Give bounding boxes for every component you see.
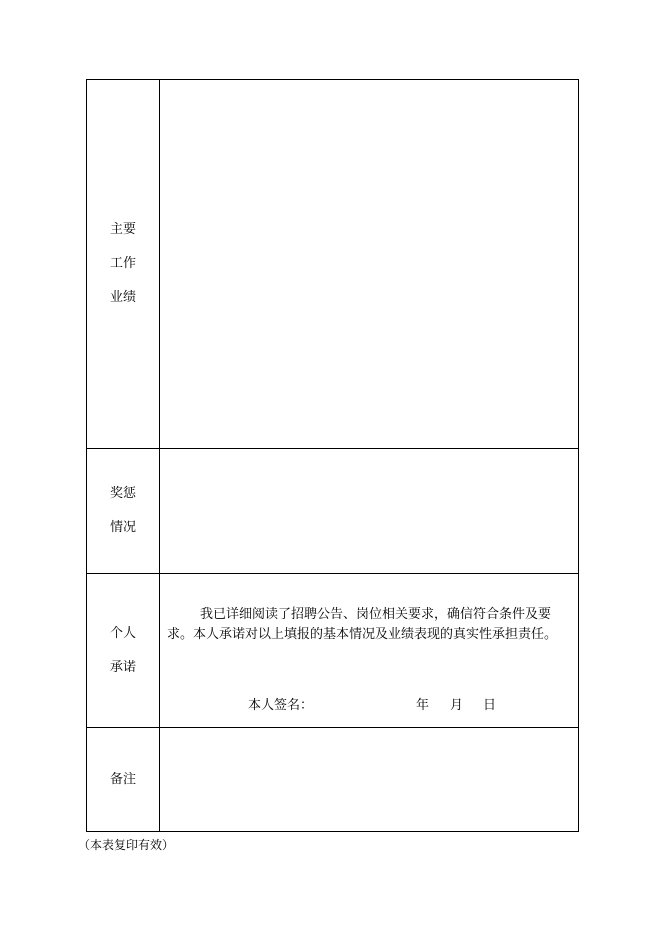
note-row <box>87 728 579 832</box>
copy-valid-footnote: （本表复印有效） <box>78 838 175 852</box>
award-label-line-1: 奖惩 <box>109 486 136 501</box>
award-row <box>87 449 579 574</box>
date-month-label: 月 <box>450 698 464 713</box>
pledge-label-line-1: 个人 <box>109 625 136 641</box>
work-label-line-2: 工作 <box>109 256 136 271</box>
pledge-row <box>87 574 579 728</box>
award-label-line-2: 情况 <box>109 520 136 535</box>
pledge-statement: 我已详细阅读了招聘公告、岗位相关要求，确信符合条件及要求。本人承诺对以上填报的基本情况及业绩表现的真实性承担责任。 <box>167 607 558 642</box>
work-label-line-1: 主要 <box>109 222 136 237</box>
work-achievement-label <box>87 80 160 449</box>
award-label <box>87 449 160 574</box>
note-field[interactable] <box>160 728 579 832</box>
date-year-label: 年 <box>416 698 430 713</box>
award-field[interactable] <box>160 449 579 574</box>
note-label-text: 备注 <box>109 771 136 787</box>
date-day-label: 日 <box>483 698 497 713</box>
work-achievement-row <box>87 80 579 449</box>
pledge-label <box>87 574 160 728</box>
pledge-content <box>160 574 579 728</box>
work-achievement-field[interactable] <box>160 80 579 449</box>
application-form-table <box>86 79 579 832</box>
signature-label: 本人签名： <box>248 698 314 713</box>
work-label-line-3: 业绩 <box>109 290 136 305</box>
note-label <box>87 728 160 832</box>
pledge-label-line-2: 承诺 <box>109 659 136 675</box>
